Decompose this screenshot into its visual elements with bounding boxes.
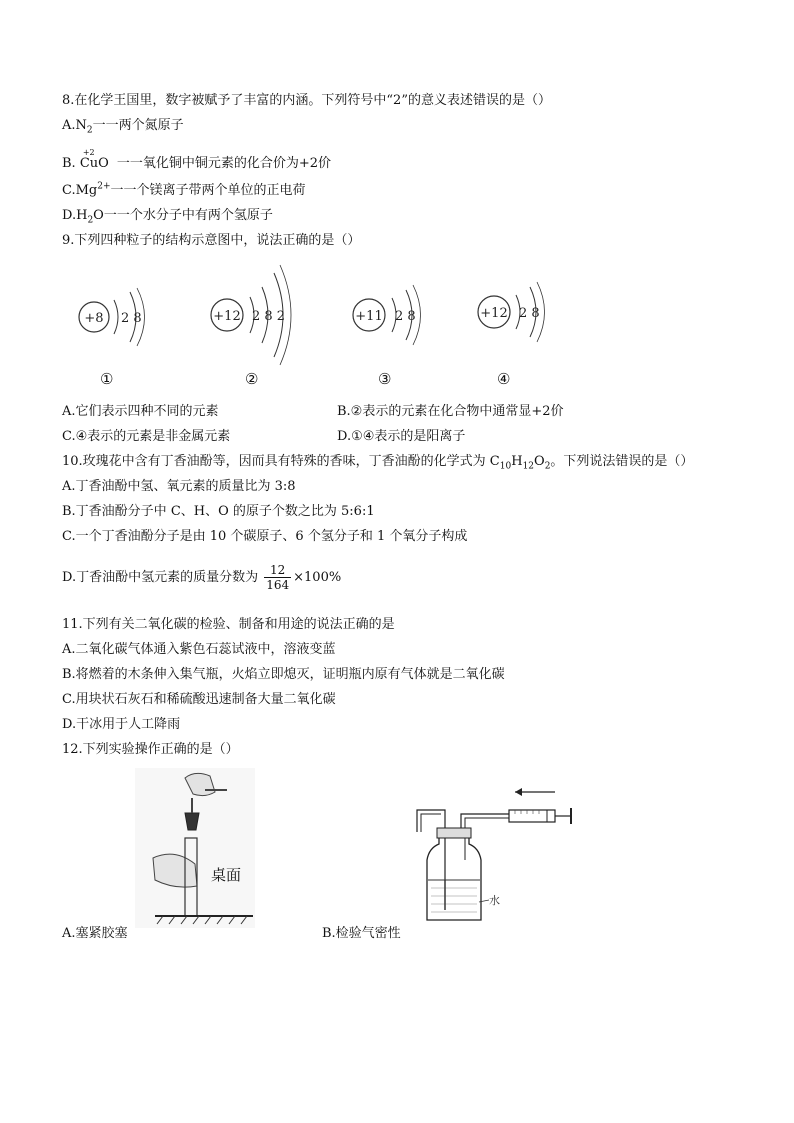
- q8-option-a: $A.N_2$一一两个氮原子: [62, 118, 184, 136]
- mass-fraction: $\frac{12}{164}$: [266, 563, 290, 592]
- atom-label-3: ③: [378, 370, 392, 388]
- q8-option-d: $D.H_2O$一一个水分子中有两个氢原子: [62, 208, 273, 226]
- q10-option-b: B.丁香油酚分子中 C、H、O 的原子个数之比为 5:6:1: [62, 504, 375, 519]
- atom-diagram-1: [70, 270, 160, 370]
- atom-diagram-2: [200, 255, 310, 370]
- figure-airtightness-check: [405, 780, 585, 930]
- q11-stem: 11.下列有关二氧化碳的检验、制备和用途的说法正确的是: [62, 617, 395, 632]
- q9-option-a: A.它们表示四种不同的元素: [62, 404, 219, 419]
- atom-2-shells: 2 8 2: [252, 309, 286, 324]
- atom-3-shells: 2 8: [395, 309, 416, 324]
- q9-stem: 9.下列四种粒子的结构示意图中，说法正确的是（）: [62, 233, 361, 248]
- q12-option-b: B.检验气密性: [322, 926, 401, 941]
- q11-option-a: A.二氧化碳气体通入紫色石蕊试液中，溶液变蓝: [62, 642, 336, 657]
- q12-option-a: A.塞紧胶塞: [62, 926, 128, 941]
- q10-option-c: C.一个丁香油酚分子是由 10 个碳原子、6 个氢分子和 1 个氧分子构成: [62, 529, 468, 544]
- atom-3-nucleus: +11: [355, 309, 383, 324]
- atom-label-2: ②: [245, 370, 259, 388]
- atom-diagram-3: [342, 270, 442, 370]
- q8-option-c: $C.Mg^{2+}$一一个镁离子带两个单位的正电荷: [62, 181, 306, 198]
- atom-label-1: ①: [100, 370, 114, 388]
- table-label: 桌面: [211, 867, 242, 884]
- q10-stem: 10.玫瑰花中含有丁香油酚等，因而具有特殊的香味，丁香油酚的化学式为 $C_{10}H_{12}O_2$。下列说法错误的是（）: [62, 454, 694, 472]
- q9-option-c: C.④表示的元素是非金属元素: [62, 429, 231, 444]
- valence-mark: +2: [82, 148, 95, 157]
- q11-option-b: B.将燃着的木条伸入集气瓶，火焰立即熄灭，证明瓶内原有气体就是二氧化碳: [62, 667, 505, 682]
- atom-1-shells: 2 8: [121, 311, 142, 326]
- q10-option-d: D.丁香油酚中氢元素的质量分数为 $\frac{12}{164}$ ×100%: [62, 563, 342, 592]
- q8-stem: 8.在化学王国里，数字被赋予了丰富的内涵。下列符号中“2”的意义表述错误的是（）: [62, 93, 551, 108]
- water-label: 水: [489, 894, 500, 907]
- q11-option-c: C.用块状石灰石和稀硫酸迅速制备大量二氧化碳: [62, 692, 336, 707]
- atom-2-nucleus: +12: [213, 309, 241, 324]
- q12-stem: 12.下列实验操作正确的是（）: [62, 742, 239, 757]
- q11-option-d: D.干冰用于人工降雨: [62, 717, 181, 732]
- atom-label-4: ④: [497, 370, 511, 388]
- atom-4-nucleus: +12: [480, 306, 508, 321]
- figure-stopper-on-table: [135, 768, 255, 928]
- q8-option-b: B. +2 CuO 一一氧化铜中铜元素的化合价为+2价: [62, 156, 331, 172]
- q10-option-a: A.丁香油酚中氢、氧元素的质量比为 3:8: [62, 479, 296, 494]
- atom-4-shells: 2 8: [519, 306, 540, 321]
- q9-option-d: D.①④表示的是阳离子: [337, 429, 466, 444]
- atom-diagram-4: [468, 270, 568, 370]
- q9-option-b: B.②表示的元素在化合物中通常显+2价: [337, 404, 564, 419]
- atom-1-nucleus: +8: [84, 311, 104, 326]
